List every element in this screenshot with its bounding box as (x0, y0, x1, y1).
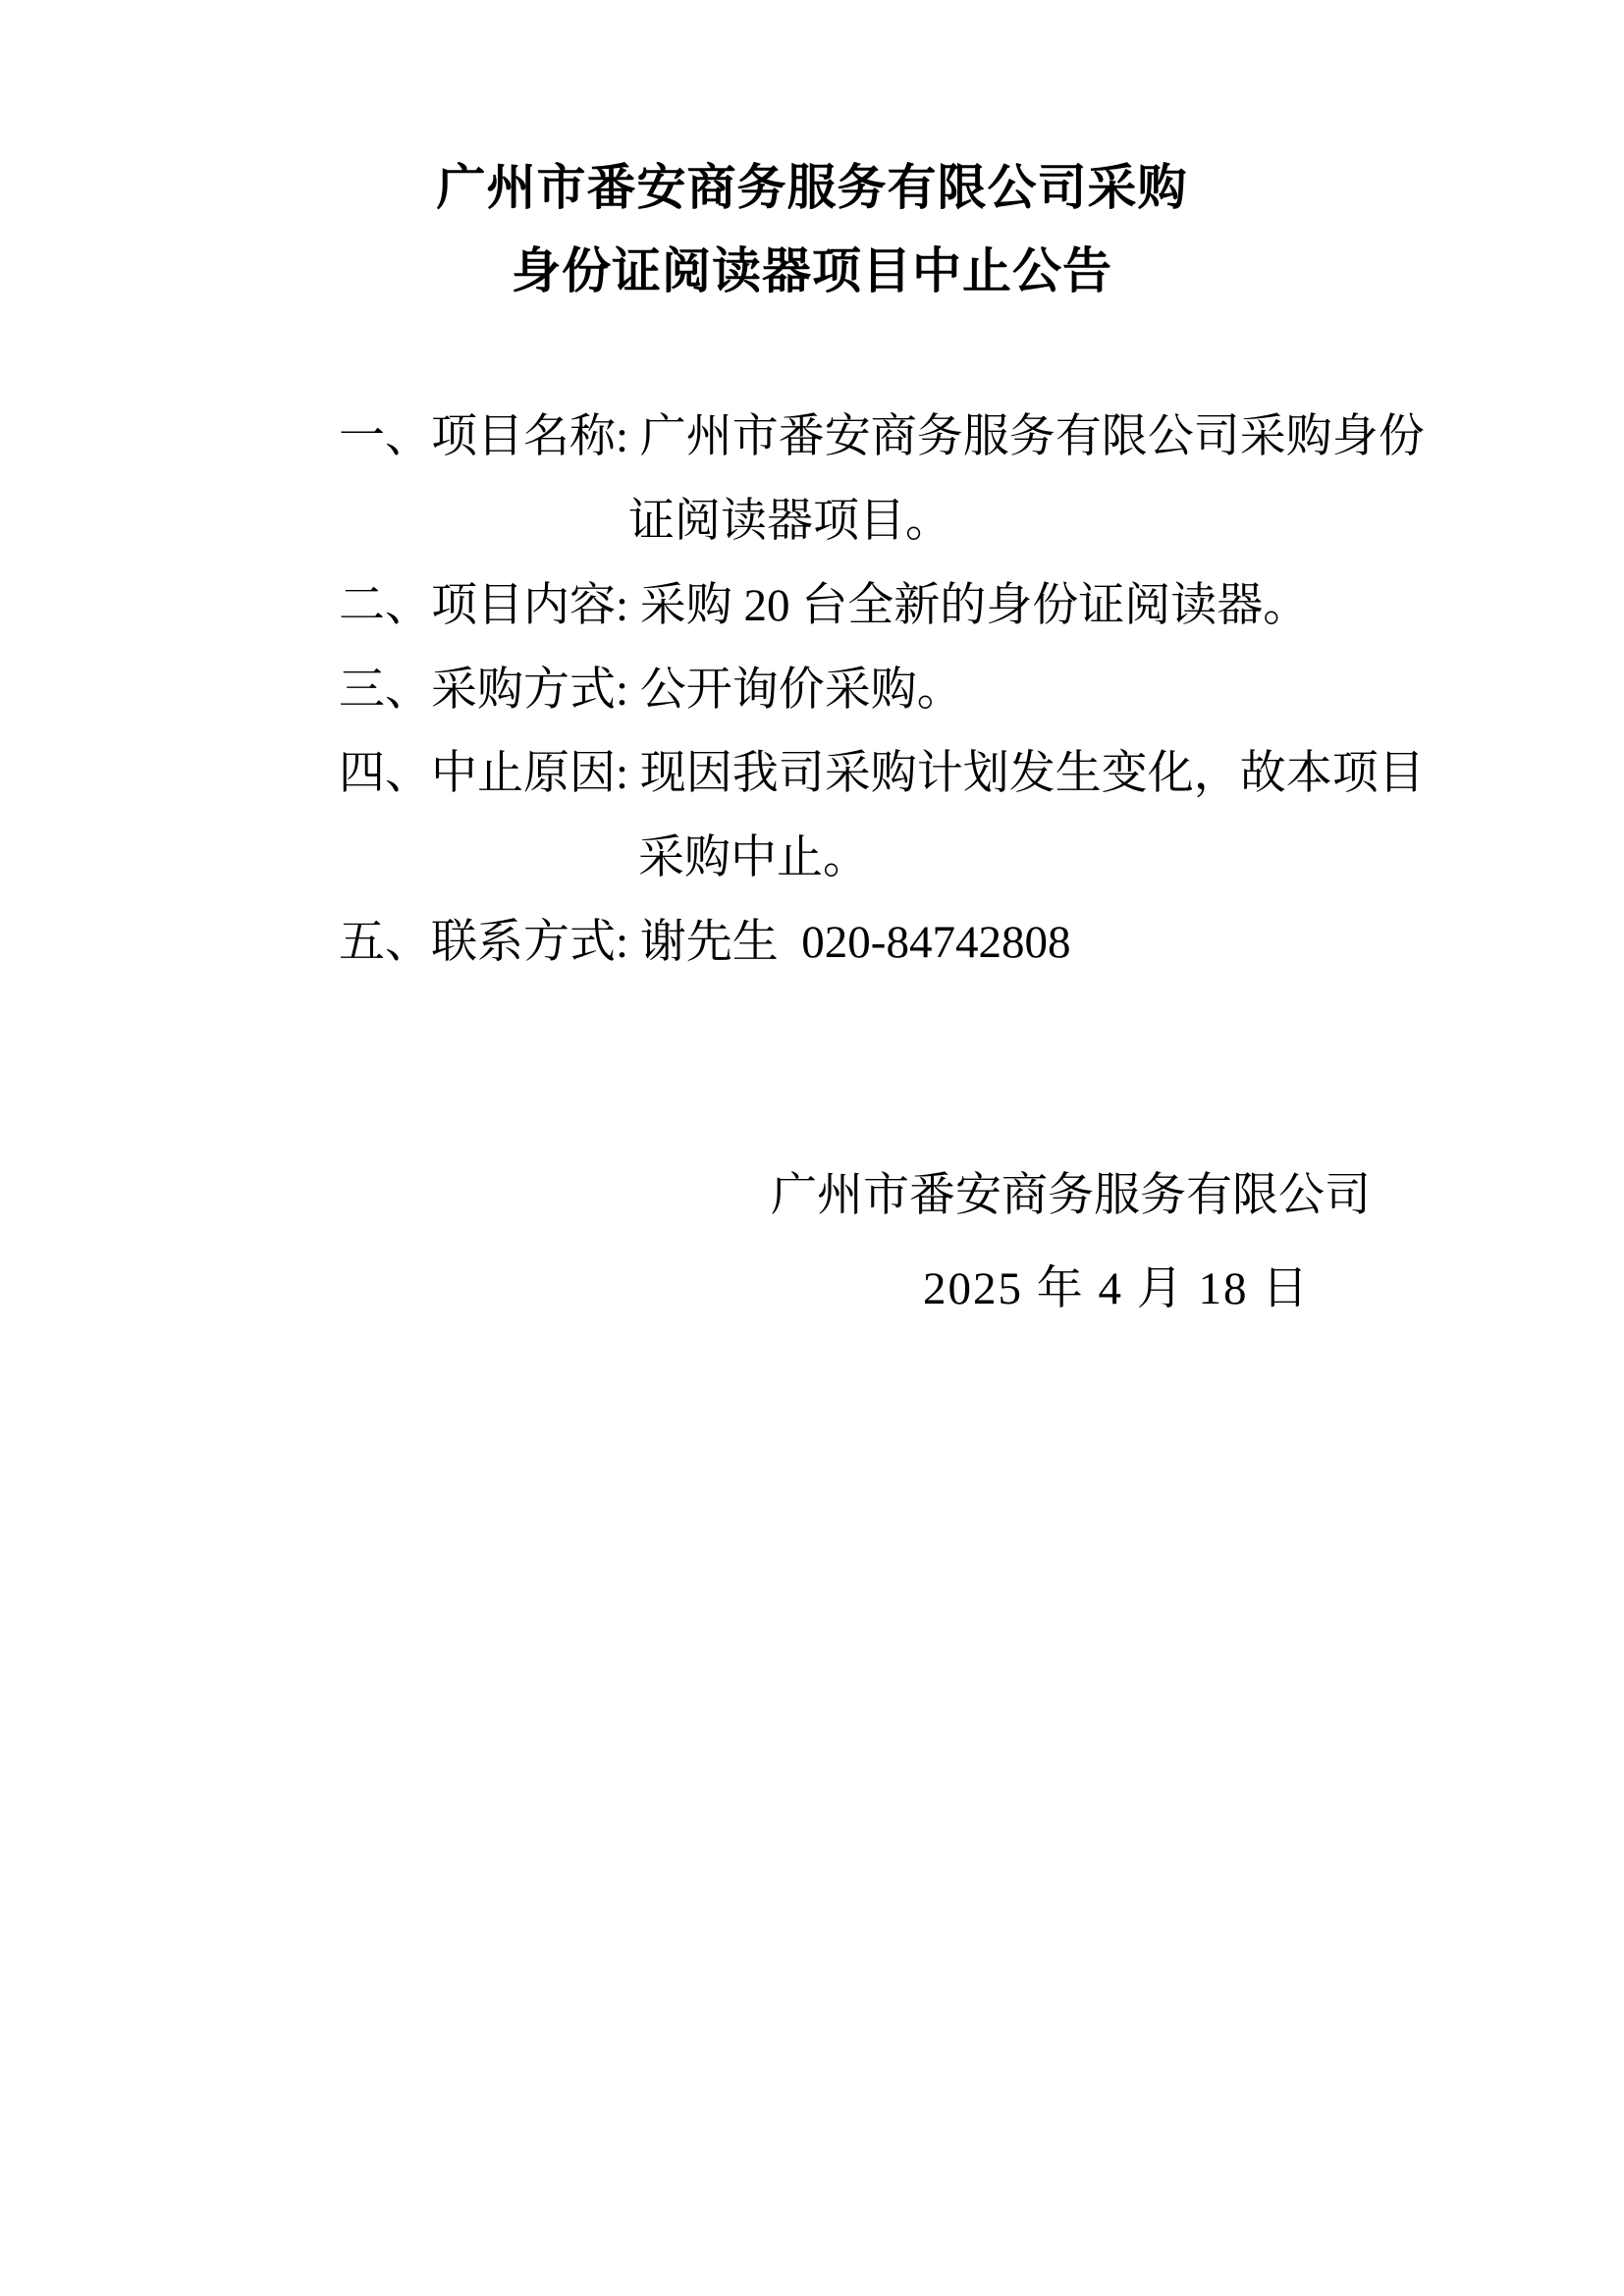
body-line-item4-wrap: 采购中止。 (638, 832, 869, 883)
signature-date: 2025 年 4 月 18 日 (923, 1263, 1311, 1314)
body-line-item5-contact: 五、联系方式: 谢先生 020-84742808 (339, 917, 1071, 968)
document-title-line-2: 身份证阅读器项目中止公告 (512, 243, 1112, 298)
body-line-item4-termination-reason: 四、中止原因: 现因我司采购计划发生变化，故本项目 (339, 748, 1425, 799)
body-line-item1-wrap: 证阅读器项目。 (628, 496, 951, 547)
signature-company-name: 广州市番安商务服务有限公司 (771, 1170, 1371, 1221)
body-line-item3-procurement-method: 三、采购方式: 公开询价采购。 (339, 665, 963, 716)
body-line-item2-project-content: 二、项目内容: 采购 20 台全新的身份证阅读器。 (339, 580, 1310, 631)
body-line-item1-project-name: 一、项目名称: 广州市番安商务服务有限公司采购身份 (339, 411, 1425, 462)
document-title-line-1: 广州市番安商务服务有限公司采购 (436, 160, 1188, 215)
